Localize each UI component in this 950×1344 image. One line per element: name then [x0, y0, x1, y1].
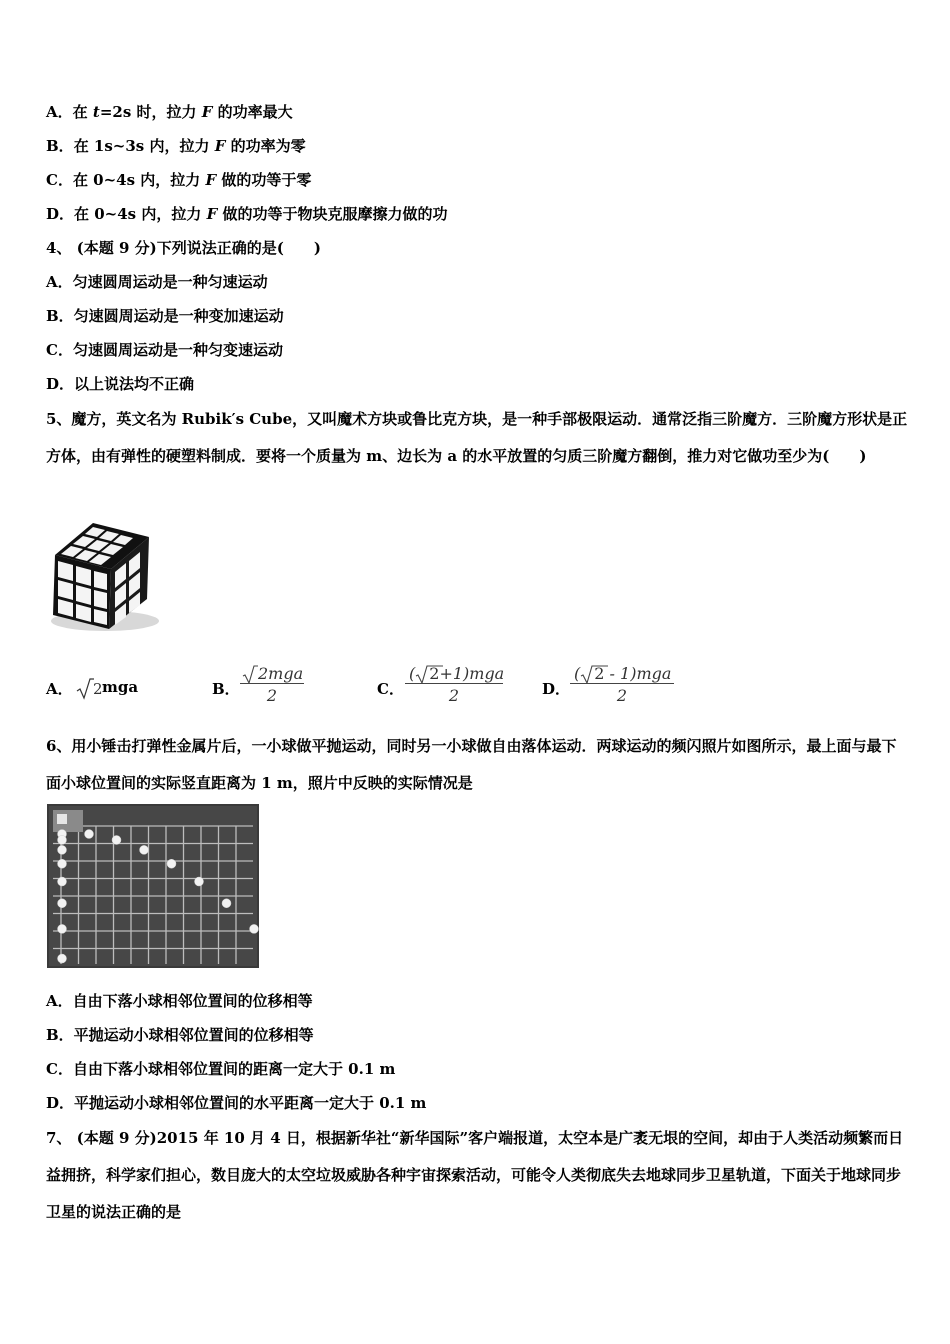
strobe-photo-image	[47, 804, 259, 968]
projectile-ball	[85, 830, 94, 839]
free-fall-ball	[58, 845, 67, 854]
q6-option-c: C．自由下落小球相邻位置间的距离一定大于 0.1 m	[46, 1060, 396, 1078]
fraction-b: 2mga 2	[240, 664, 304, 705]
projectile-ball	[167, 859, 176, 868]
fraction-d: ( 2 - 1)mga 2	[570, 664, 674, 705]
q3-option-c: C．在 0~4s 内，拉力 F 做的功等于零	[46, 171, 312, 189]
q4-option-b: B．匀速圆周运动是一种变加速运动	[46, 307, 284, 325]
sqrt-symbol-icon	[415, 665, 445, 684]
projectile-ball	[250, 924, 259, 933]
fraction-c: ( 2+1)mga 2	[405, 664, 503, 705]
q5-option-d: D． ( 2 - 1)mga 2	[542, 664, 692, 704]
q6-option-b: B．平抛运动小球相邻位置间的位移相等	[46, 1026, 314, 1044]
free-fall-ball	[58, 954, 67, 963]
q4-option-d: D．以上说法均不正确	[46, 375, 195, 393]
q7-stem: 7、 (本题 9 分)2015 年 10 月 4 日，根据新华社“新华国际”客户端报道，太空本是广袤无垠的空间，却由于人类活动频繁而日益拥挤，科学家们担心，数目庞大的太空垃圾威胁各种宇宙探索活动，可能令人类彻底失去地球同步卫星轨道，下面关于地球同步卫星的说法正确的是	[46, 1129, 904, 1221]
sqrt-symbol-icon	[580, 665, 610, 684]
free-fall-ball	[58, 899, 67, 908]
q3-option-a: A．在 t=2s 时，拉力 F 的功率最大	[46, 103, 293, 121]
projectile-ball	[140, 845, 149, 854]
sqrt-symbol-icon	[242, 665, 258, 684]
q6-option-a: A．自由下落小球相邻位置间的位移相等	[46, 992, 313, 1010]
free-fall-ball	[58, 924, 67, 933]
q5-stem: 5、魔方，英文名为 Rubik′s Cube，又叫魔术方块或鲁比克方块，是一种手部极限运动．通常泛指三阶魔方．三阶魔方形状是正方体，由有弹性的硬塑料制成．要将一个质量为 m、边长为 a 的水平放置的匀质三阶魔方翻倒，推力对它做功至少为( )	[46, 410, 908, 465]
projectile-ball	[222, 899, 231, 908]
q5-option-a: A． 2 mga	[46, 678, 139, 698]
q3-option-d: D．在 0~4s 内，拉力 F 做的功等于物块克服摩擦力做的功	[46, 205, 448, 223]
free-fall-ball	[58, 859, 67, 868]
q6-option-d: D．平抛运动小球相邻位置间的水平距离一定大于 0.1 m	[46, 1094, 427, 1112]
projectile-ball	[112, 835, 121, 844]
q6-stem: 6、用小锤击打弹性金属片后，一小球做平抛运动，同时另一小球做自由落体运动．两球运动的频闪照片如图所示，最上面与最下面小球位置间的实际竖直距离为 1 m，照片中反映的实际情况是	[46, 737, 897, 792]
sqrt-symbol-icon	[76, 678, 94, 700]
q4-stem: 4、 (本题 9 分)下列说法正确的是( )	[46, 239, 321, 257]
rubiks-cube-image	[45, 517, 159, 633]
free-fall-ball	[58, 835, 67, 844]
projectile-ball	[195, 877, 204, 886]
q4-option-a: A．匀速圆周运动是一种匀速运动	[46, 273, 268, 291]
q5-option-b: B． 2mga 2	[212, 664, 304, 705]
free-fall-ball	[58, 877, 67, 886]
q5-option-c: C． ( 2+1)mga 2	[377, 664, 505, 705]
q3-option-b: B．在 1s~3s 内，拉力 F 的功率为零	[46, 137, 306, 155]
q4-option-c: C．匀速圆周运动是一种匀变速运动	[46, 341, 283, 359]
